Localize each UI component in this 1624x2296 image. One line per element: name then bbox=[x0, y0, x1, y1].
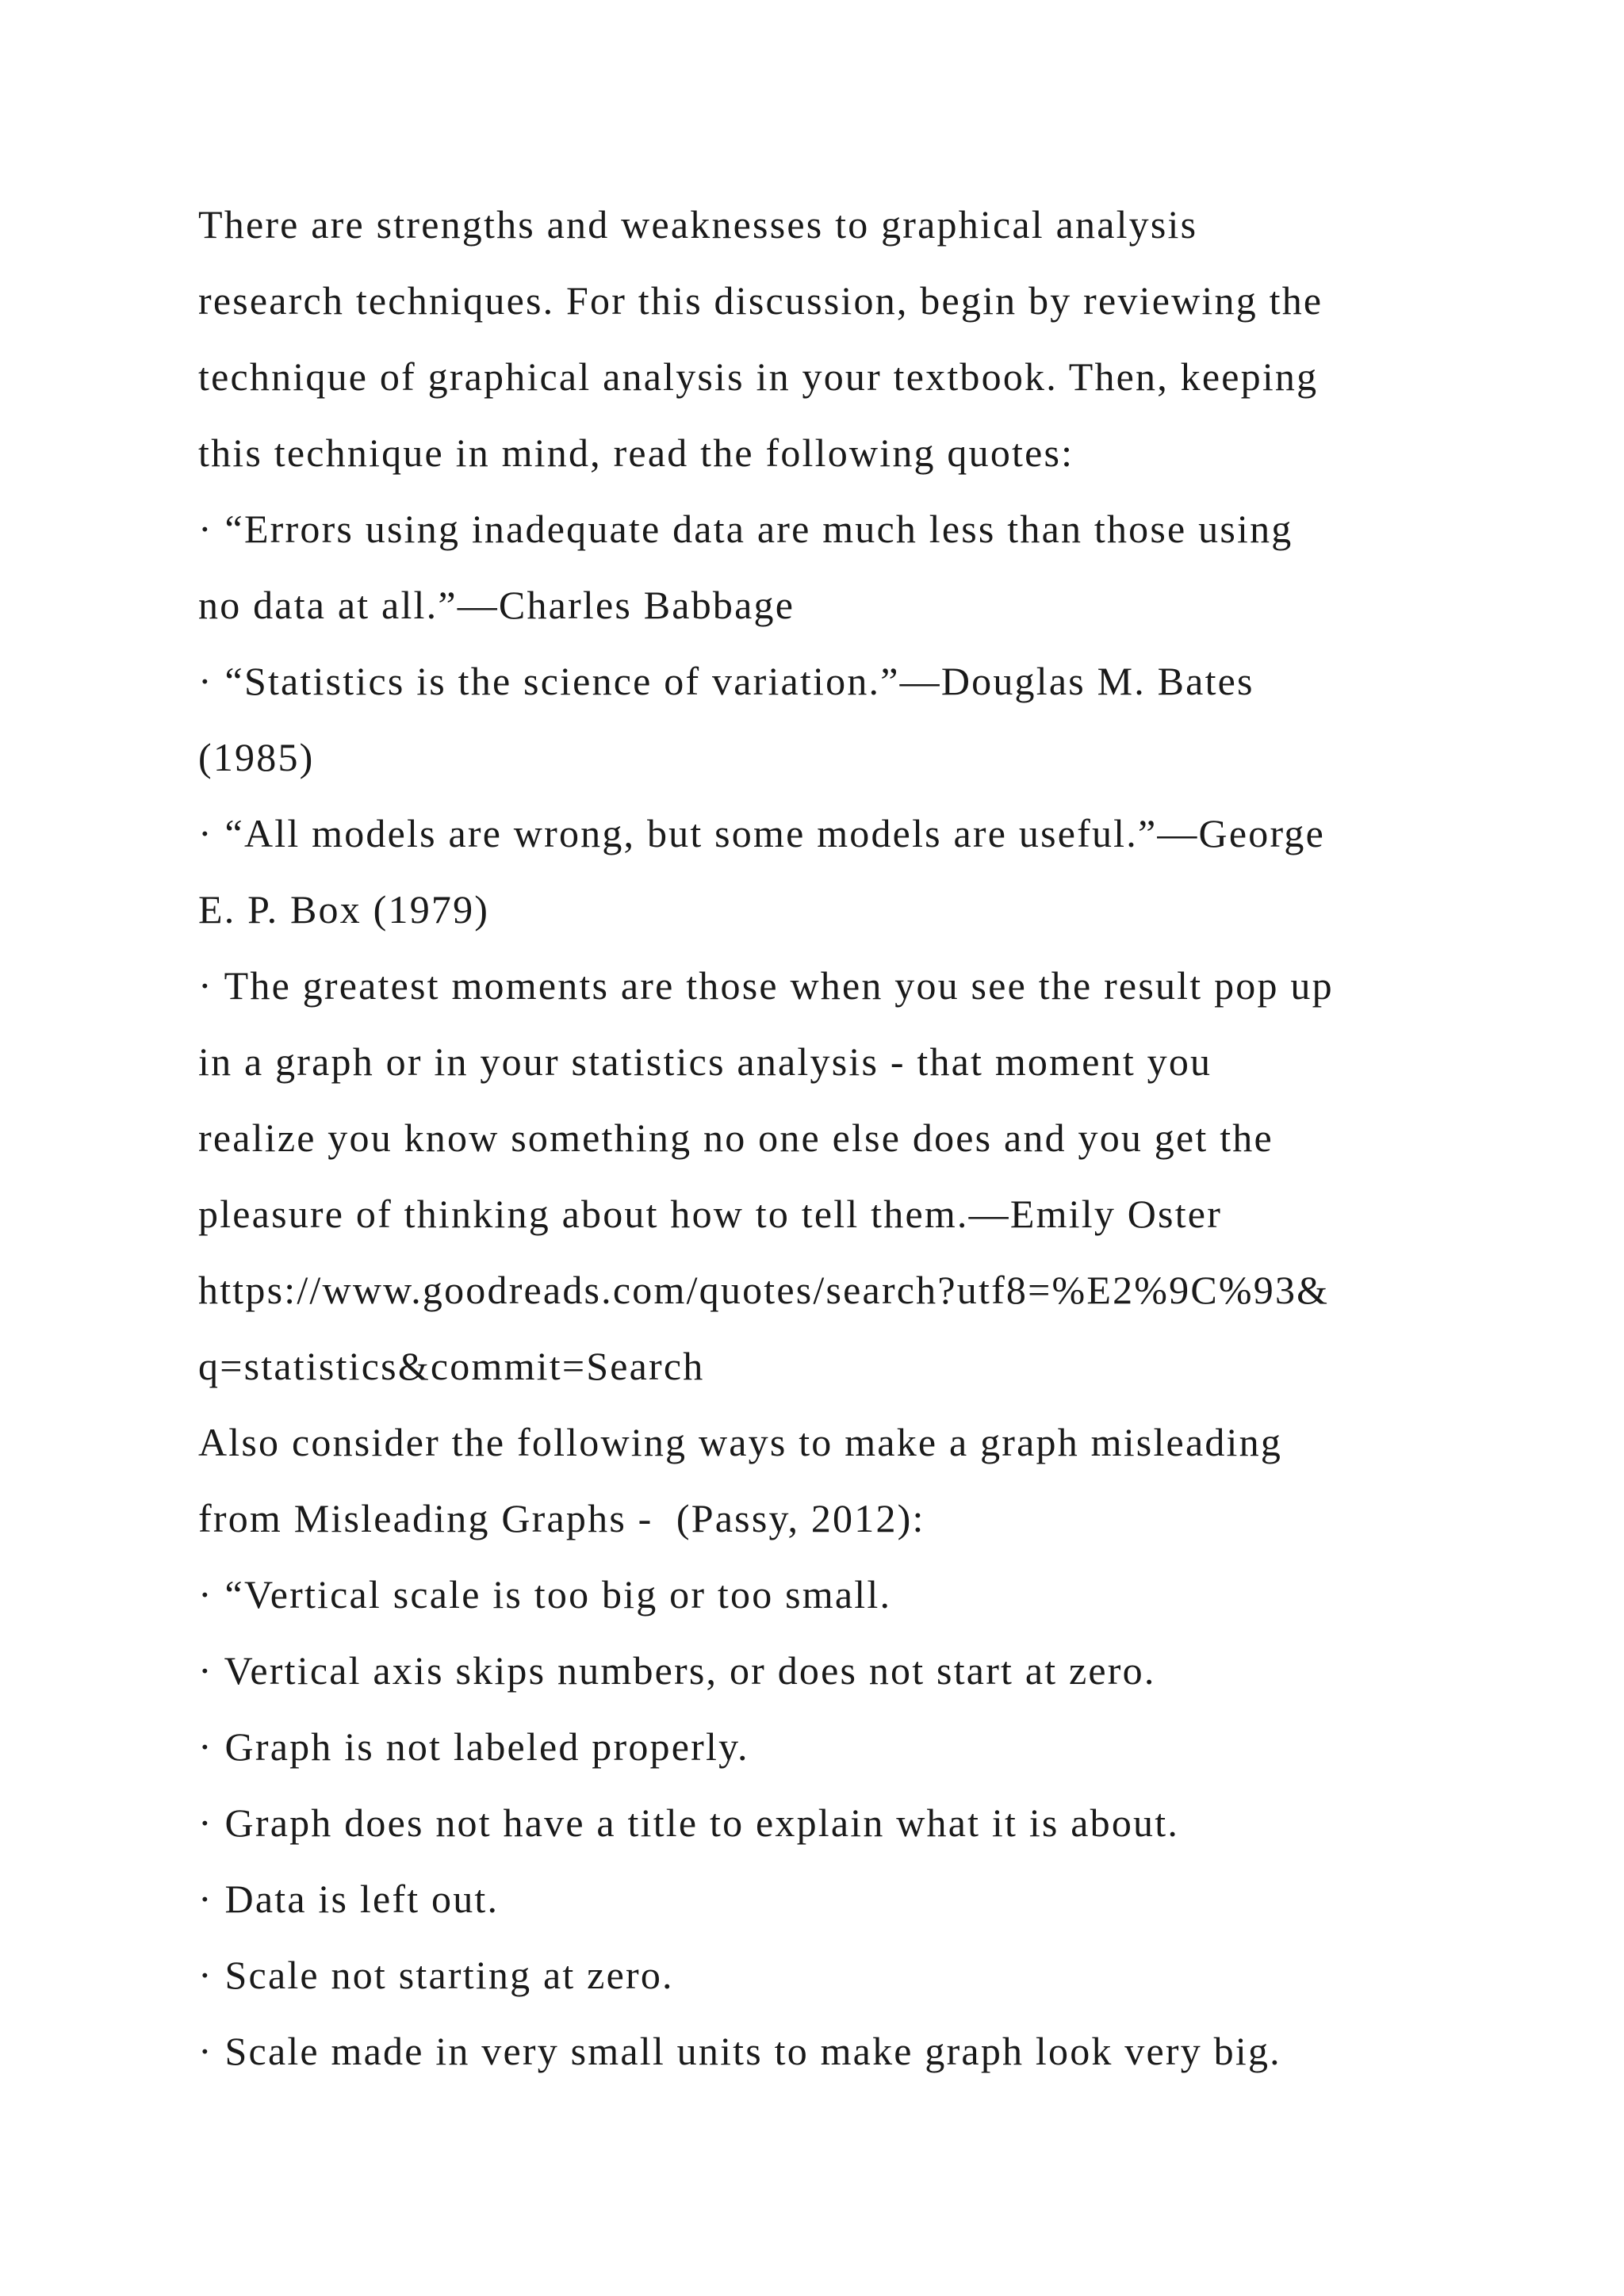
quote-oster-line-1: · The greatest moments are those when you see the result pop up bbox=[198, 963, 1334, 1008]
misleading-item-2: · Vertical axis skips numbers, or does not start at zero. bbox=[198, 1648, 1156, 1693]
quote-bates-line-2: (1985) bbox=[198, 735, 315, 779]
quote-box-line-2: E. P. Box (1979) bbox=[198, 887, 490, 932]
intro-line-2: research techniques. For this discussion, begin by reviewing the bbox=[198, 278, 1323, 323]
quote-oster-line-4: pleasure of thinking about how to tell them.—Emily Oster bbox=[198, 1192, 1223, 1236]
intro-line-1: There are strengths and weaknesses to graphical analysis bbox=[198, 202, 1198, 247]
quote-oster-line-3: realize you know something no one else does and you get the bbox=[198, 1115, 1274, 1160]
intro-line-3: technique of graphical analysis in your textbook. Then, keeping bbox=[198, 354, 1319, 399]
misleading-item-4: · Graph does not have a title to explain what it is about. bbox=[198, 1800, 1180, 1845]
quote-oster-line-2: in a graph or in your statistics analysis - that moment you bbox=[198, 1039, 1212, 1084]
quote-bates-line-1: · “Statistics is the science of variation.”—Douglas M. Bates bbox=[198, 659, 1254, 703]
quote-babbage-line-1: · “Errors using inadequate data are much less than those using bbox=[198, 507, 1293, 551]
misleading-item-7: · Scale made in very small units to make graph look very big. bbox=[198, 2029, 1281, 2073]
source-url-line-1: https://www.goodreads.com/quotes/search?utf8=%E2%9C%93& bbox=[198, 1268, 1330, 1312]
misleading-item-3: · Graph is not labeled properly. bbox=[198, 1724, 749, 1769]
document-body bbox=[198, 186, 1515, 2089]
misleading-intro-line-1: Also consider the following ways to make a graph misleading bbox=[198, 1420, 1283, 1464]
misleading-item-1: · “Vertical scale is too big or too small. bbox=[198, 1572, 892, 1617]
source-url-line-2: q=statistics&commit=Search bbox=[198, 1344, 705, 1388]
quote-box-line-1: · “All models are wrong, but some models are useful.”—George bbox=[198, 811, 1325, 855]
intro-line-4: this technique in mind, read the following quotes: bbox=[198, 430, 1074, 475]
misleading-item-6: · Scale not starting at zero. bbox=[198, 1953, 674, 1997]
misleading-intro-line-2: from Misleading Graphs - (Passy, 2012): bbox=[198, 1496, 925, 1540]
misleading-item-5: · Data is left out. bbox=[198, 1877, 500, 1921]
quote-babbage-line-2: no data at all.”—Charles Babbage bbox=[198, 583, 795, 627]
